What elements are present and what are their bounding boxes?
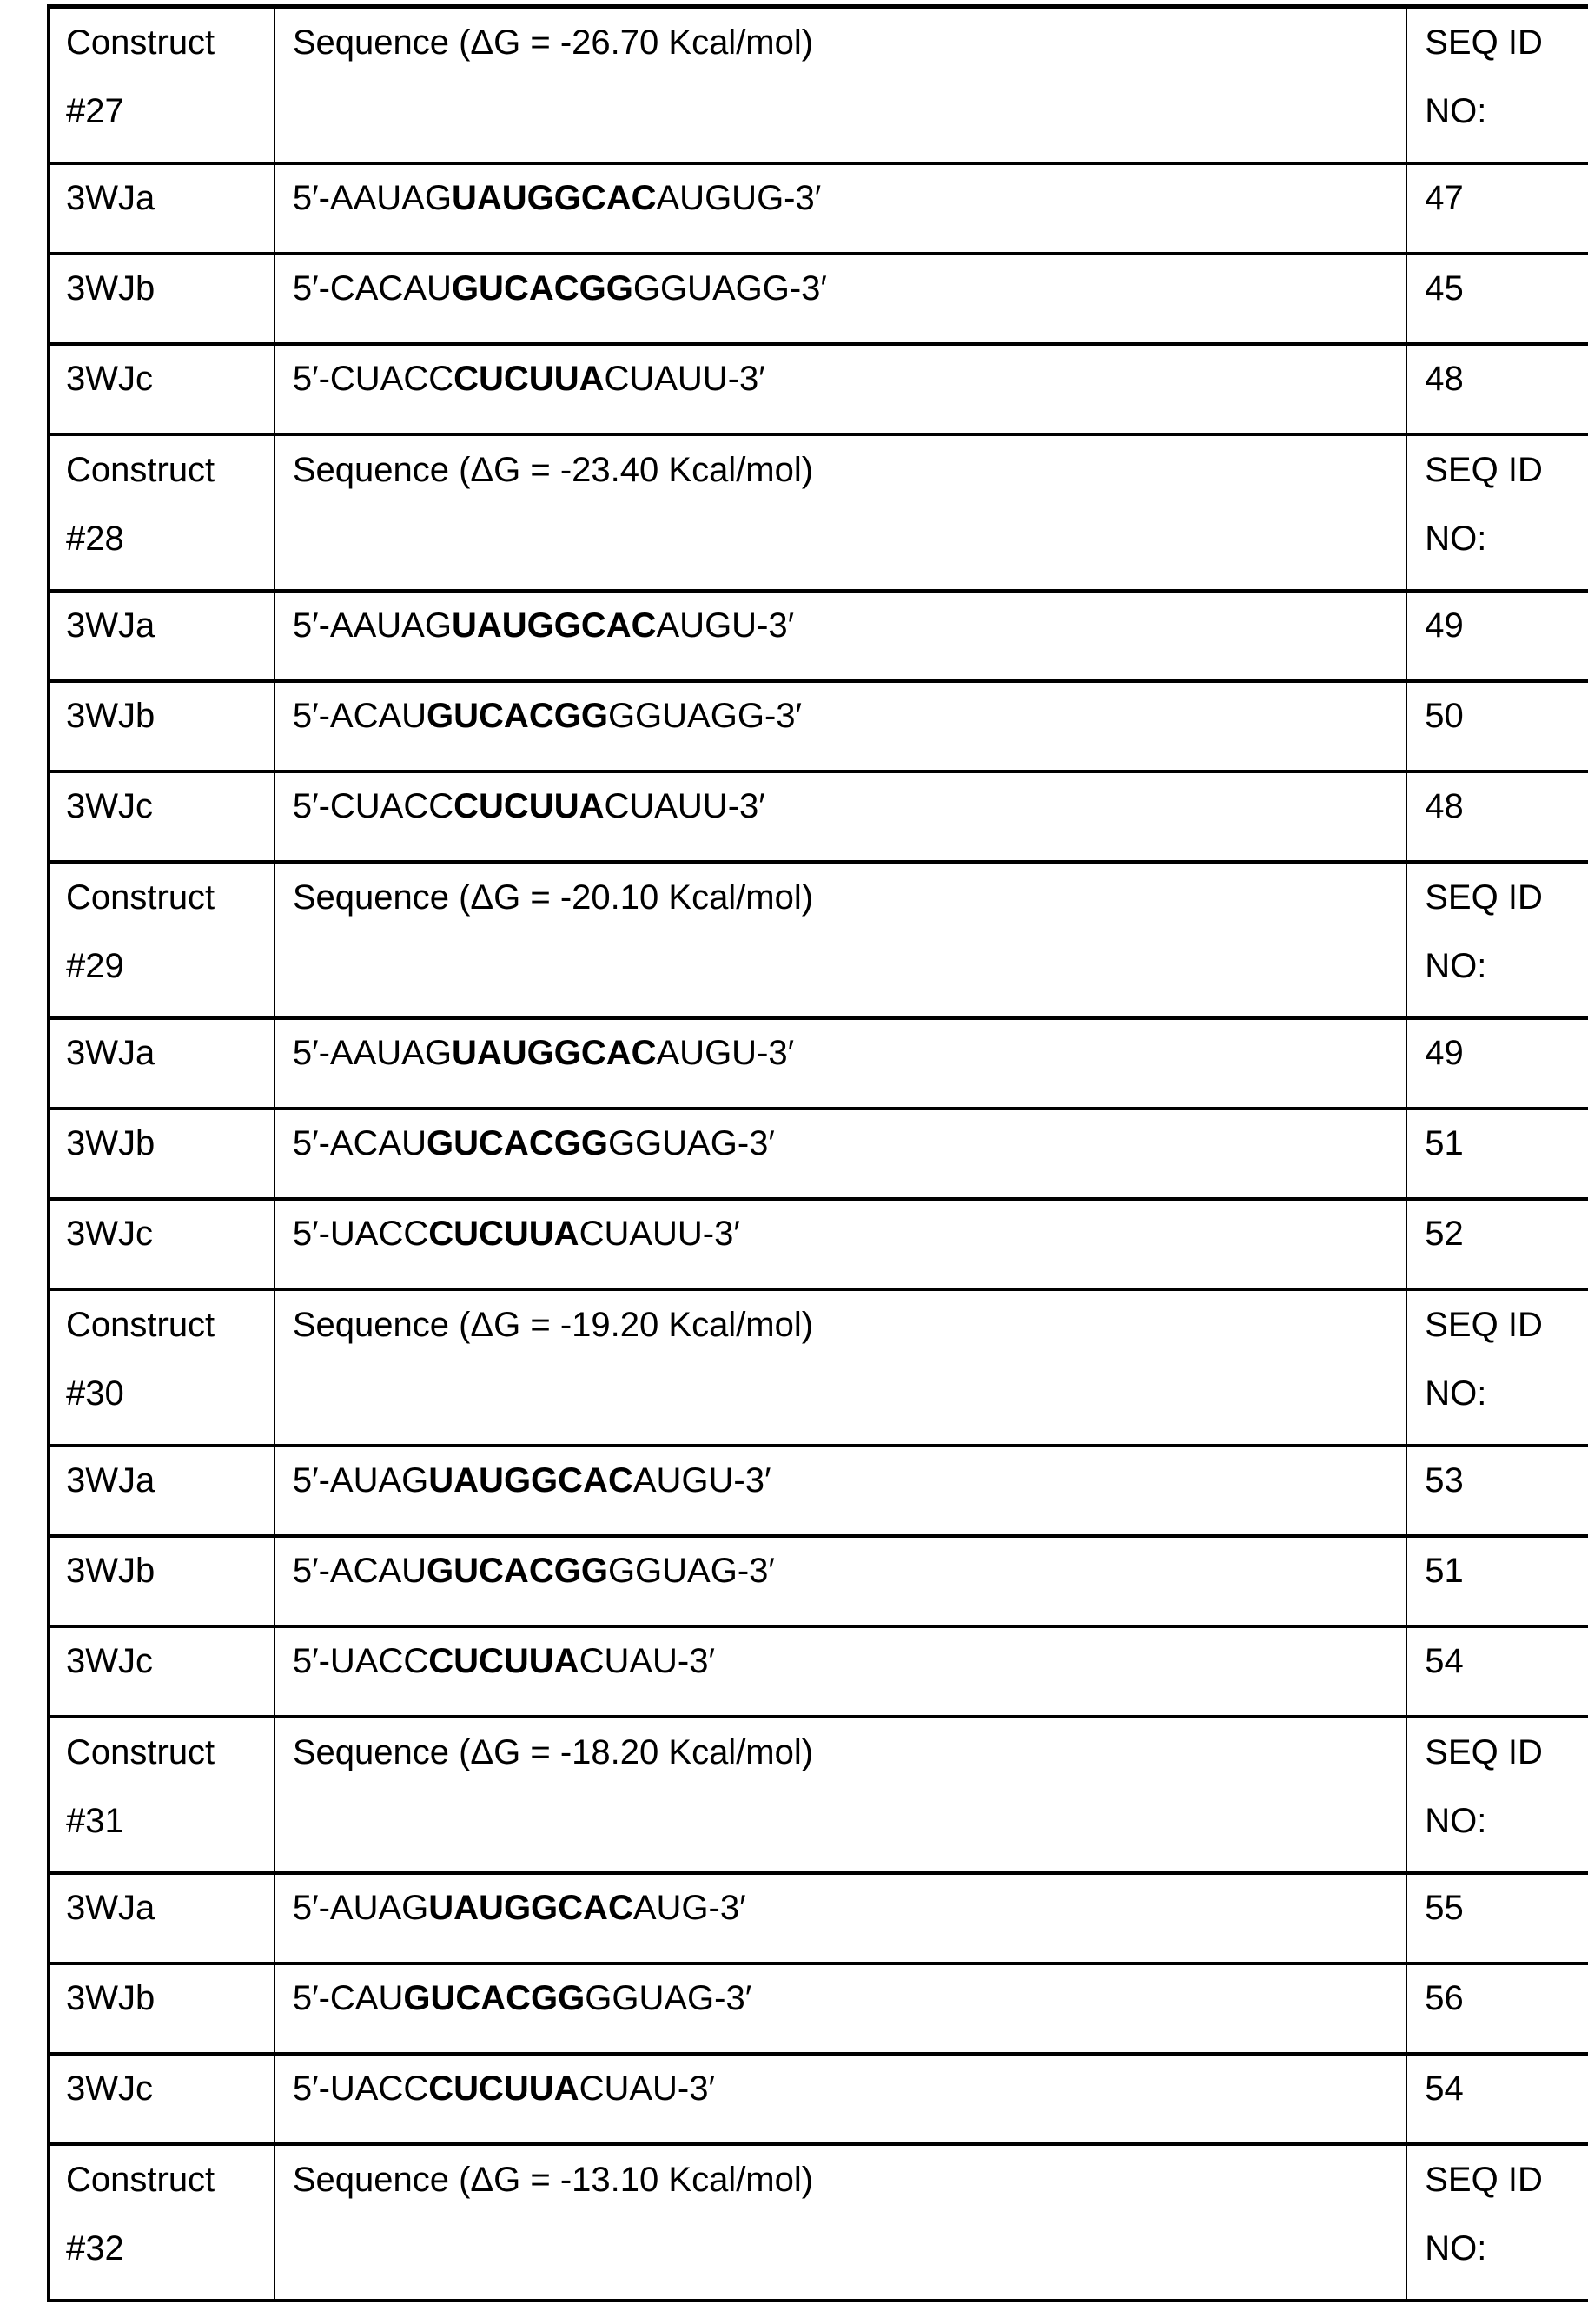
- seq-id-header-cell: [1406, 1717, 1588, 1873]
- strand-name: 3WJa: [66, 1461, 155, 1500]
- construct-header-row: [49, 862, 1588, 1018]
- sequence-bold-core: CUCUUA: [453, 787, 604, 825]
- strand-name-cell: [49, 163, 275, 254]
- construct-sequence-table: [47, 4, 1588, 2302]
- seq-id-header-no: NO:: [1425, 1374, 1486, 1413]
- sequence-cell: [275, 1873, 1406, 1963]
- sequence-cell: [275, 1626, 1406, 1717]
- sequence-bold-core: GUCACGG: [427, 1124, 608, 1162]
- construct-label: Construct: [66, 1306, 215, 1344]
- sequence-prefix: 5′-ACAU: [293, 1124, 427, 1162]
- construct-header-row: [49, 434, 1588, 591]
- seq-id-cell: [1406, 591, 1588, 681]
- construct-label-cell: [49, 434, 275, 591]
- table-row: [49, 163, 1588, 254]
- seq-id: 49: [1425, 606, 1464, 645]
- construct-header-row: [49, 2144, 1588, 2301]
- seq-id-cell: [1406, 2054, 1588, 2144]
- sequence-header: Sequence (ΔG = -20.10 Kcal/mol): [293, 878, 813, 917]
- seq-id: 53: [1425, 1461, 1464, 1500]
- sequence-cell: [275, 1536, 1406, 1626]
- seq-id: 51: [1425, 1124, 1464, 1162]
- sequence-prefix: 5′-UACC: [293, 1642, 428, 1680]
- table-row: [49, 254, 1588, 344]
- sequence-suffix: CUAUU-3′: [579, 1215, 740, 1253]
- table-row: [49, 681, 1588, 771]
- construct-header-row: [49, 1289, 1588, 1446]
- strand-name: 3WJc: [66, 2069, 153, 2108]
- sequence-suffix: GGUAGG-3′: [633, 269, 827, 308]
- strand-name-cell: [49, 771, 275, 862]
- strand-name: 3WJc: [66, 1642, 153, 1680]
- construct-header-row: [49, 1717, 1588, 1873]
- seq-id: 48: [1425, 360, 1464, 398]
- seq-id-cell: [1406, 1199, 1588, 1289]
- seq-id: 49: [1425, 1034, 1464, 1072]
- sequence-cell: [275, 1018, 1406, 1109]
- table-row: [49, 344, 1588, 434]
- sequence-suffix: AUG-3′: [633, 1889, 746, 1927]
- sequence-cell: [275, 163, 1406, 254]
- sequence-header-cell: [275, 1289, 1406, 1446]
- construct-label-cell: [49, 1717, 275, 1873]
- sequence-suffix: CUAU-3′: [579, 1642, 715, 1680]
- seq-id-header-cell: [1406, 2144, 1588, 2301]
- sequence-suffix: AUGU-3′: [633, 1461, 771, 1500]
- table-body: [49, 7, 1588, 2301]
- strand-name: 3WJa: [66, 606, 155, 645]
- sequence-cell: [275, 344, 1406, 434]
- strand-name-cell: [49, 681, 275, 771]
- sequence-bold-core: CUCUUA: [428, 1642, 579, 1680]
- seq-id: 50: [1425, 697, 1464, 735]
- sequence-bold-core: GUCACGG: [427, 1552, 608, 1590]
- sequence-prefix: 5′-CAU: [293, 1979, 404, 2017]
- sequence-prefix: 5′-AAUAG: [293, 606, 452, 645]
- seq-id-header-cell: [1406, 862, 1588, 1018]
- strand-name-cell: [49, 1199, 275, 1289]
- sequence-prefix: 5′-CUACC: [293, 360, 453, 398]
- sequence-header-cell: [275, 434, 1406, 591]
- sequence-prefix: 5′-UACC: [293, 1215, 428, 1253]
- construct-label: Construct: [66, 451, 215, 489]
- seq-id-header-no: NO:: [1425, 1802, 1486, 1840]
- sequence-bold-core: UAUGGCAC: [452, 1034, 657, 1072]
- sequence-suffix: CUAUU-3′: [604, 360, 764, 398]
- table-row: [49, 1199, 1588, 1289]
- sequence-cell: [275, 1963, 1406, 2054]
- table-row: [49, 591, 1588, 681]
- construct-label-cell: [49, 7, 275, 164]
- seq-id-cell: [1406, 681, 1588, 771]
- sequence-cell: [275, 771, 1406, 862]
- sequence-bold-core: CUCUUA: [428, 2069, 579, 2108]
- strand-name-cell: [49, 254, 275, 344]
- sequence-header: Sequence (ΔG = -26.70 Kcal/mol): [293, 23, 813, 62]
- seq-id: 54: [1425, 1642, 1464, 1680]
- table-row: [49, 1536, 1588, 1626]
- sequence-header-cell: [275, 7, 1406, 164]
- seq-id-header-cell: [1406, 434, 1588, 591]
- sequence-header: Sequence (ΔG = -23.40 Kcal/mol): [293, 451, 813, 489]
- strand-name-cell: [49, 1446, 275, 1536]
- strand-name: 3WJc: [66, 1215, 153, 1253]
- sequence-suffix: CUAUU-3′: [604, 787, 764, 825]
- construct-label: Construct: [66, 23, 215, 62]
- sequence-bold-core: GUCACGG: [403, 1979, 585, 2017]
- seq-id-header: SEQ ID: [1425, 878, 1543, 917]
- sequence-cell: [275, 681, 1406, 771]
- sequence-cell: [275, 1109, 1406, 1199]
- seq-id-header-cell: [1406, 7, 1588, 164]
- sequence-bold-core: UAUGGCAC: [428, 1889, 633, 1927]
- seq-id-cell: [1406, 1626, 1588, 1717]
- seq-id: 54: [1425, 2069, 1464, 2108]
- construct-label: Construct: [66, 1733, 215, 1771]
- sequence-suffix: AUGU-3′: [657, 606, 795, 645]
- sequence-header-cell: [275, 2144, 1406, 2301]
- sequence-prefix: 5′-AUAG: [293, 1889, 428, 1927]
- sequence-cell: [275, 254, 1406, 344]
- seq-id-cell: [1406, 1536, 1588, 1626]
- seq-id: 45: [1425, 269, 1464, 308]
- strand-name-cell: [49, 1018, 275, 1109]
- strand-name-cell: [49, 1963, 275, 2054]
- strand-name: 3WJb: [66, 1552, 155, 1590]
- sequence-prefix: 5′-ACAU: [293, 697, 427, 735]
- table-row: [49, 1018, 1588, 1109]
- seq-id: 52: [1425, 1215, 1464, 1253]
- seq-id-header-no: NO:: [1425, 947, 1486, 985]
- strand-name: 3WJc: [66, 360, 153, 398]
- sequence-cell: [275, 1199, 1406, 1289]
- construct-number: #29: [66, 947, 124, 985]
- sequence-suffix: AUGUG-3′: [657, 179, 822, 217]
- seq-id-header: SEQ ID: [1425, 23, 1543, 62]
- sequence-bold-core: UAUGGCAC: [428, 1461, 633, 1500]
- sequence-header-cell: [275, 1717, 1406, 1873]
- seq-id: 51: [1425, 1552, 1464, 1590]
- construct-label: Construct: [66, 2161, 215, 2199]
- strand-name-cell: [49, 344, 275, 434]
- table-row: [49, 1109, 1588, 1199]
- construct-label-cell: [49, 862, 275, 1018]
- construct-label-cell: [49, 2144, 275, 2301]
- table-row: [49, 2054, 1588, 2144]
- construct-number: #30: [66, 1374, 124, 1413]
- sequence-cell: [275, 1446, 1406, 1536]
- sequence-prefix: 5′-AUAG: [293, 1461, 428, 1500]
- strand-name: 3WJb: [66, 1124, 155, 1162]
- strand-name: 3WJb: [66, 269, 155, 308]
- seq-id: 56: [1425, 1979, 1464, 2017]
- sequence-bold-core: UAUGGCAC: [452, 179, 657, 217]
- seq-id-cell: [1406, 1873, 1588, 1963]
- table-row: [49, 1446, 1588, 1536]
- seq-id-header: SEQ ID: [1425, 1306, 1543, 1344]
- seq-id-cell: [1406, 1963, 1588, 2054]
- sequence-bold-core: GUCACGG: [427, 697, 608, 735]
- table-row: [49, 1626, 1588, 1717]
- seq-id-header-no: NO:: [1425, 92, 1486, 130]
- sequence-cell: [275, 2054, 1406, 2144]
- strand-name-cell: [49, 591, 275, 681]
- strand-name-cell: [49, 2054, 275, 2144]
- sequence-cell: [275, 591, 1406, 681]
- seq-id-header-no: NO:: [1425, 2229, 1486, 2268]
- seq-id: 55: [1425, 1889, 1464, 1927]
- strand-name: 3WJc: [66, 787, 153, 825]
- seq-id-cell: [1406, 254, 1588, 344]
- seq-id-cell: [1406, 1109, 1588, 1199]
- strand-name: 3WJb: [66, 697, 155, 735]
- strand-name-cell: [49, 1873, 275, 1963]
- strand-name-cell: [49, 1536, 275, 1626]
- strand-name: 3WJa: [66, 179, 155, 217]
- sequence-header: Sequence (ΔG = -19.20 Kcal/mol): [293, 1306, 813, 1344]
- seq-id-cell: [1406, 771, 1588, 862]
- construct-header-row: [49, 7, 1588, 164]
- strand-name-cell: [49, 1109, 275, 1199]
- strand-name-cell: [49, 1626, 275, 1717]
- sequence-suffix: GGUAG-3′: [608, 1124, 775, 1162]
- sequence-bold-core: CUCUUA: [453, 360, 604, 398]
- construct-number: #32: [66, 2229, 124, 2268]
- sequence-bold-core: GUCACGG: [452, 269, 633, 308]
- sequence-bold-core: CUCUUA: [428, 1215, 579, 1253]
- seq-id-header-cell: [1406, 1289, 1588, 1446]
- sequence-prefix: 5′-AAUAG: [293, 179, 452, 217]
- seq-id: 48: [1425, 787, 1464, 825]
- seq-id-header: SEQ ID: [1425, 1733, 1543, 1771]
- sequence-prefix: 5′-UACC: [293, 2069, 428, 2108]
- strand-name: 3WJa: [66, 1889, 155, 1927]
- construct-label: Construct: [66, 878, 215, 917]
- construct-number: #28: [66, 520, 124, 558]
- seq-id-header-no: NO:: [1425, 520, 1486, 558]
- table-row: [49, 1873, 1588, 1963]
- sequence-header-cell: [275, 862, 1406, 1018]
- construct-number: #27: [66, 92, 124, 130]
- sequence-suffix: GGUAG-3′: [608, 1552, 775, 1590]
- sequence-header: Sequence (ΔG = -13.10 Kcal/mol): [293, 2161, 813, 2199]
- seq-id-cell: [1406, 163, 1588, 254]
- construct-label-cell: [49, 1289, 275, 1446]
- seq-id-header: SEQ ID: [1425, 2161, 1543, 2199]
- seq-id-cell: [1406, 1446, 1588, 1536]
- sequence-bold-core: UAUGGCAC: [452, 606, 657, 645]
- table-row: [49, 1963, 1588, 2054]
- strand-name: 3WJb: [66, 1979, 155, 2017]
- seq-id: 47: [1425, 179, 1464, 217]
- sequence-suffix: CUAU-3′: [579, 2069, 715, 2108]
- seq-id-cell: [1406, 1018, 1588, 1109]
- sequence-suffix: GGUAGG-3′: [608, 697, 802, 735]
- sequence-prefix: 5′-ACAU: [293, 1552, 427, 1590]
- sequence-header: Sequence (ΔG = -18.20 Kcal/mol): [293, 1733, 813, 1771]
- seq-id-header: SEQ ID: [1425, 451, 1543, 489]
- sequence-suffix: GGUAG-3′: [585, 1979, 751, 2017]
- sequence-prefix: 5′-AAUAG: [293, 1034, 452, 1072]
- seq-id-cell: [1406, 344, 1588, 434]
- strand-name: 3WJa: [66, 1034, 155, 1072]
- sequence-suffix: AUGU-3′: [657, 1034, 795, 1072]
- sequence-prefix: 5′-CACAU: [293, 269, 452, 308]
- sequence-prefix: 5′-CUACC: [293, 787, 453, 825]
- construct-number: #31: [66, 1802, 124, 1840]
- table-row: [49, 771, 1588, 862]
